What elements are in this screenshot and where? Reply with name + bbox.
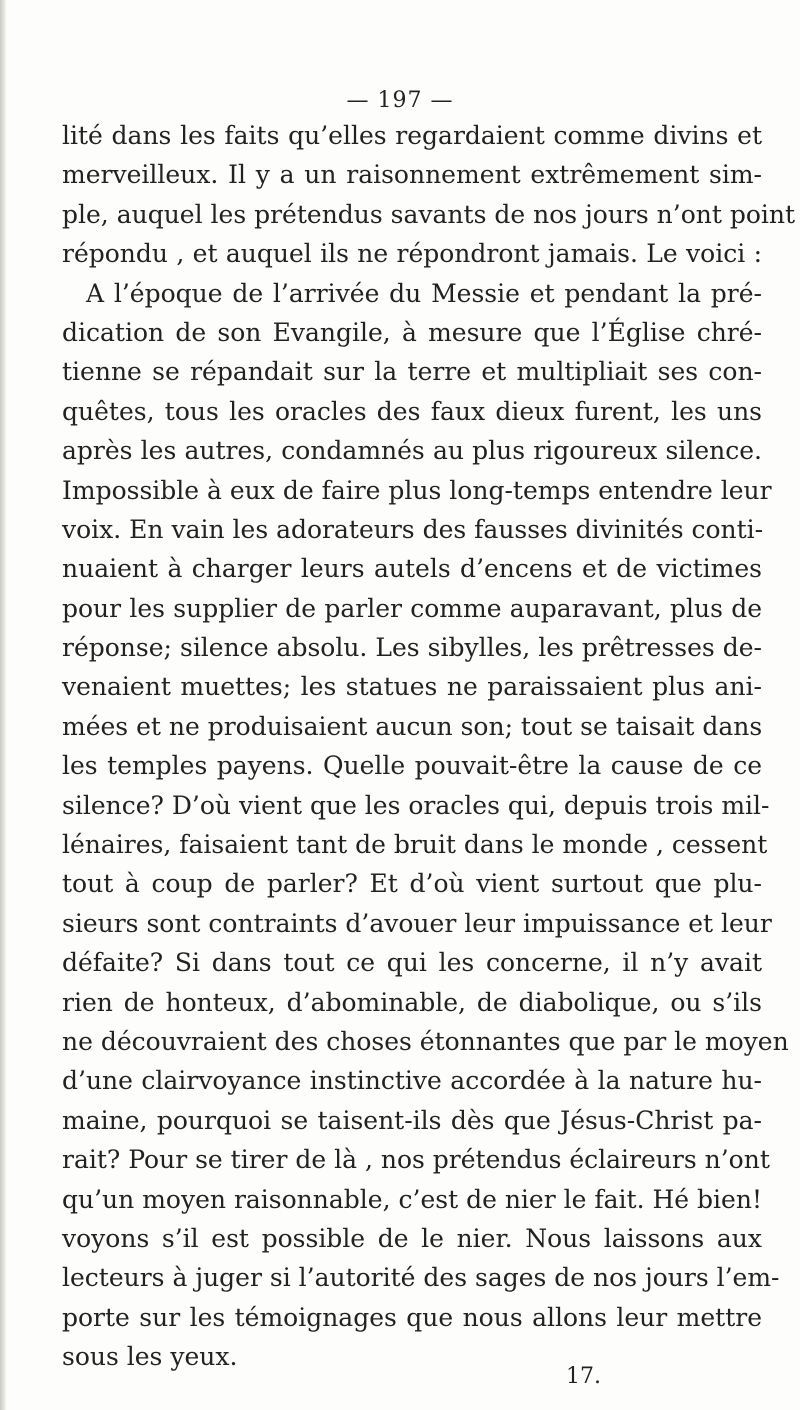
text-line: tienne se répandait sur la terre et multipliait ses con- xyxy=(62,357,762,387)
text-line: nuaient à charger leurs autels d’encens et de victimes xyxy=(62,554,762,584)
text-line: réponse; silence absolu. Les sibylles, les prêtresses de- xyxy=(62,633,762,663)
page-edge-shadow xyxy=(0,0,6,1410)
text-line: d’une clairvoyance instinctive accordée à la nature hu- xyxy=(62,1066,762,1096)
text-line: défaite? Si dans tout ce qui les concerne, il n’y avait xyxy=(62,948,762,978)
text-line: voix. En vain les adorateurs des fausses divinités conti- xyxy=(62,514,764,544)
text-line: dication de son Evangile, à mesure que l’Église chré- xyxy=(62,317,762,347)
text-line: voyons s’il est possible de le nier. Nous laissons aux xyxy=(62,1223,762,1253)
text-line: Impossible à eux de faire plus long-temps entendre leur xyxy=(62,475,772,505)
text-line: lénaires, faisaient tant de bruit dans le monde , cessent xyxy=(62,830,768,860)
text-line: après les autres, condamnés au plus rigoureux silence. xyxy=(62,436,762,466)
text-line: ne découvraient des choses étonnantes que par le moyen xyxy=(62,1026,789,1056)
text-line: tout à coup de parler? Et d’où vient surtout que plu- xyxy=(62,869,762,899)
text-line: les temples payens. Quelle pouvait-être la cause de ce xyxy=(62,751,762,781)
text-line: répondu , et auquel ils ne répondront jamais. Le voici : xyxy=(62,239,762,269)
text-line: silence? D’où vient que les oracles qui, depuis trois mil- xyxy=(62,790,770,820)
text-line: lecteurs à juger si l’autorité des sages de nos jours l’em- xyxy=(62,1263,780,1293)
text-line: venaient muettes; les statues ne paraissaient plus ani- xyxy=(62,672,762,702)
text-line: merveilleux. Il y a un raisonnement extrêmement sim- xyxy=(62,160,762,190)
text-line: pour les supplier de parler comme auparavant, plus de xyxy=(62,593,762,623)
page-number: — 197 — xyxy=(346,88,454,113)
text-line: maine, pourquoi se taisent-ils dès que Jésus-Christ pa- xyxy=(62,1105,762,1135)
signature-mark: 17. xyxy=(566,1364,601,1389)
text-line: rait? Pour se tirer de là , nos prétendus éclaireurs n’ont xyxy=(62,1145,770,1175)
text-line: quêtes, tous les oracles des faux dieux furent, les uns xyxy=(62,396,762,426)
text-line: A l’époque de l’arrivée du Messie et pendant la pré- xyxy=(86,278,762,308)
body-text xyxy=(62,116,796,1377)
text-line: sieurs sont contraints d’avouer leur impuissance et leur xyxy=(62,908,772,938)
text-line: ple, auquel les prétendus savants de nos jours n’ont point xyxy=(62,199,796,229)
text-line: sous les yeux. xyxy=(62,1342,238,1372)
text-line: rien de honteux, d’abominable, de diabolique, ou s’ils xyxy=(62,987,762,1017)
text-line: lité dans les faits qu’elles regardaient comme divins et xyxy=(62,121,762,150)
text-line: qu’un moyen raisonnable, c’est de nier le fait. Hé bien! xyxy=(62,1184,762,1214)
text-line: porte sur les témoignages que nous allons leur mettre xyxy=(62,1302,762,1332)
text-line: mées et ne produisaient aucun son; tout se taisait dans xyxy=(62,711,763,741)
